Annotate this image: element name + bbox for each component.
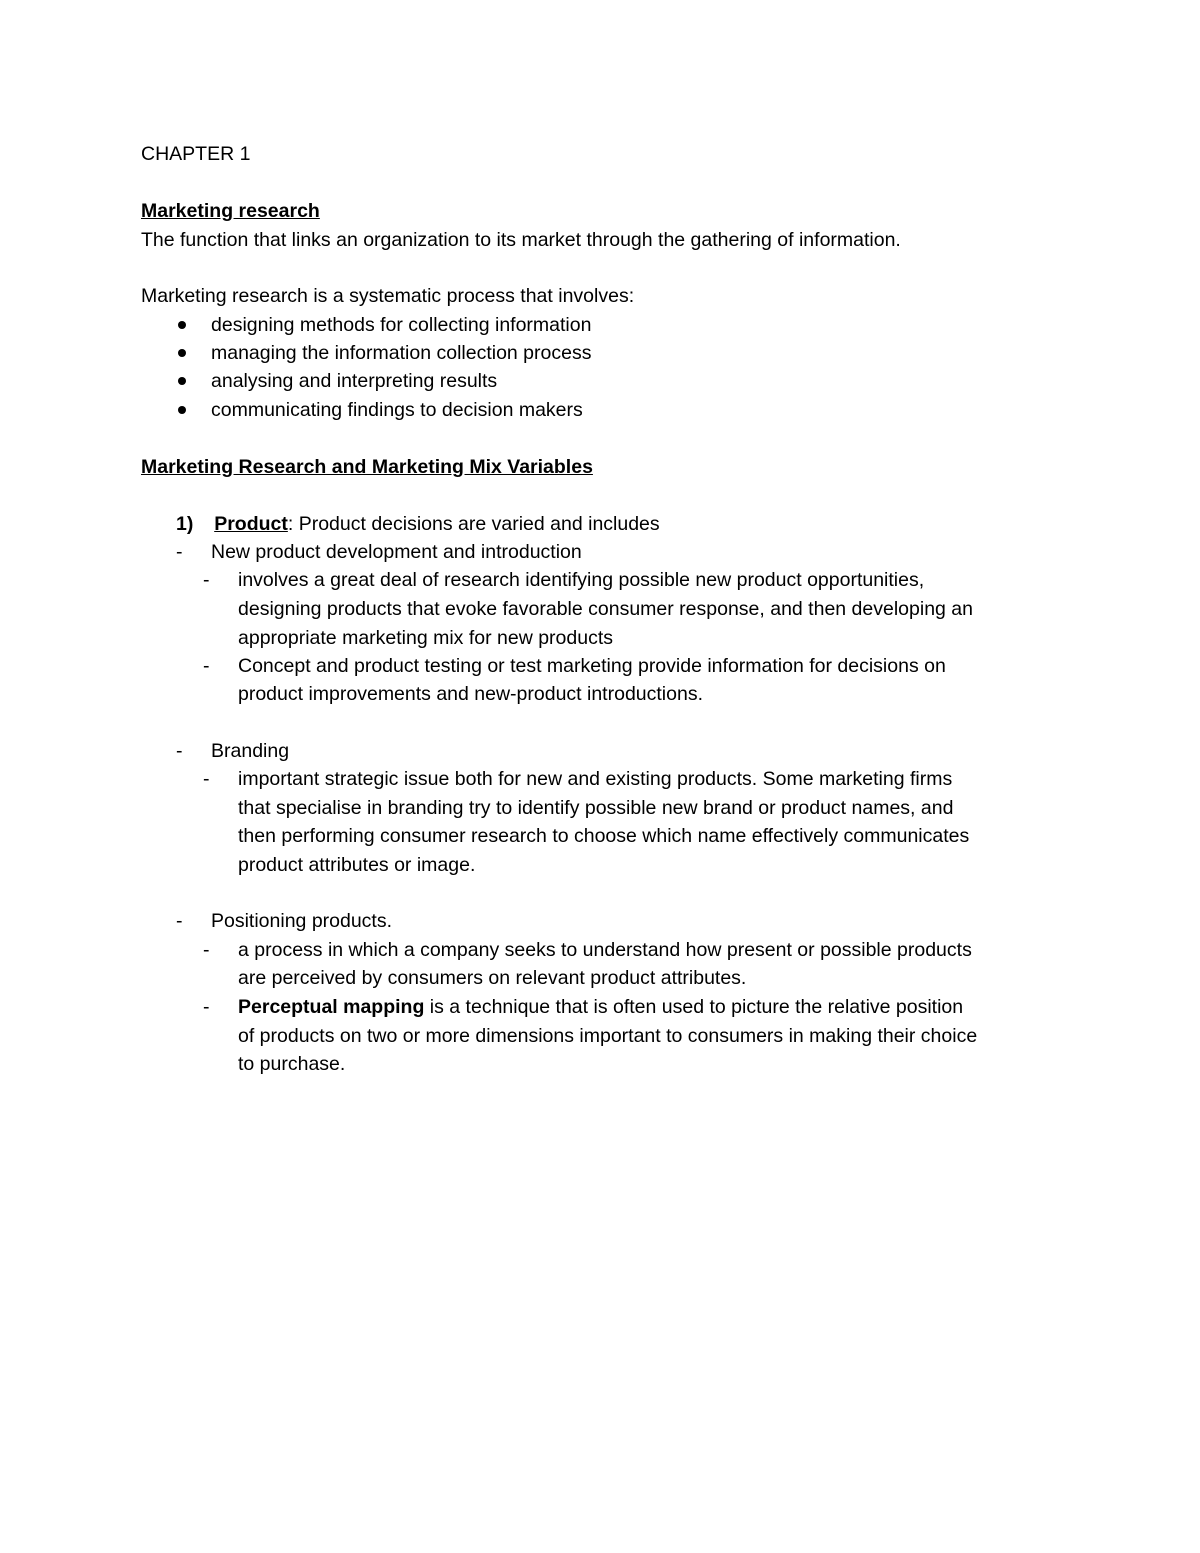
dash-marker: - [176, 541, 183, 563]
bullet-icon [178, 321, 186, 329]
definition-text: The function that links an organization to its market through the gathering of information. [141, 229, 901, 251]
point-line: to purchase. [238, 1053, 346, 1075]
section-heading-marketing-mix: Marketing Research and Marketing Mix Variables [141, 456, 593, 478]
point-line: product improvements and new-product introductions. [238, 683, 703, 705]
bullet-icon [178, 406, 186, 414]
subtopic-title: Branding [211, 740, 290, 762]
subtopic-title: Positioning products. [211, 910, 393, 932]
point-line: then performing consumer research to choose which name effectively communicates [238, 825, 970, 847]
numbered-item-product [176, 512, 660, 536]
list-item: designing methods for collecting information [211, 314, 592, 336]
point-line: important strategic issue both for new and existing products. Some marketing firms [238, 768, 953, 790]
dash-marker: - [203, 996, 210, 1018]
list-item: managing the information collection process [211, 342, 592, 364]
dash-marker: - [203, 569, 210, 591]
point-line: designing products that evoke favorable consumer response, and then developing an [238, 598, 973, 620]
subtopic-title: New product development and introduction [211, 541, 582, 563]
section-heading-marketing-research: Marketing research [141, 200, 320, 222]
list-item: analysing and interpreting results [211, 370, 498, 392]
item-number: 1) [176, 513, 194, 535]
item-term: Product [214, 513, 288, 535]
bold-term: Perceptual mapping [238, 996, 425, 1018]
point-line: are perceived by consumers on relevant product attributes. [238, 967, 747, 989]
point-line: a process in which a company seeks to understand how present or possible products [238, 939, 972, 961]
point-line: Concept and product testing or test marketing provide information for decisions on [238, 655, 946, 677]
dash-marker: - [203, 655, 210, 677]
point-line: that specialise in branding try to identify possible new brand or product names, and [238, 797, 954, 819]
item-text: : Product decisions are varied and includes [287, 513, 660, 535]
point-line: involves a great deal of research identifying possible new product opportunities, [238, 569, 925, 591]
process-intro: Marketing research is a systematic process that involves: [141, 285, 635, 307]
list-item: communicating findings to decision makers [211, 399, 583, 421]
dash-marker: - [176, 740, 183, 762]
point-line: appropriate marketing mix for new products [238, 627, 614, 649]
bullet-icon [178, 349, 186, 357]
chapter-title: CHAPTER 1 [141, 143, 251, 165]
dash-marker: - [203, 768, 210, 790]
dash-marker: - [176, 910, 183, 932]
bullet-icon [178, 377, 186, 385]
point-line: of products on two or more dimensions important to consumers in making their choice [238, 1025, 978, 1047]
point-line: Perceptual mapping is a technique that is often used to picture the relative position [238, 996, 964, 1018]
dash-marker: - [203, 939, 210, 961]
point-line: product attributes or image. [238, 854, 476, 876]
